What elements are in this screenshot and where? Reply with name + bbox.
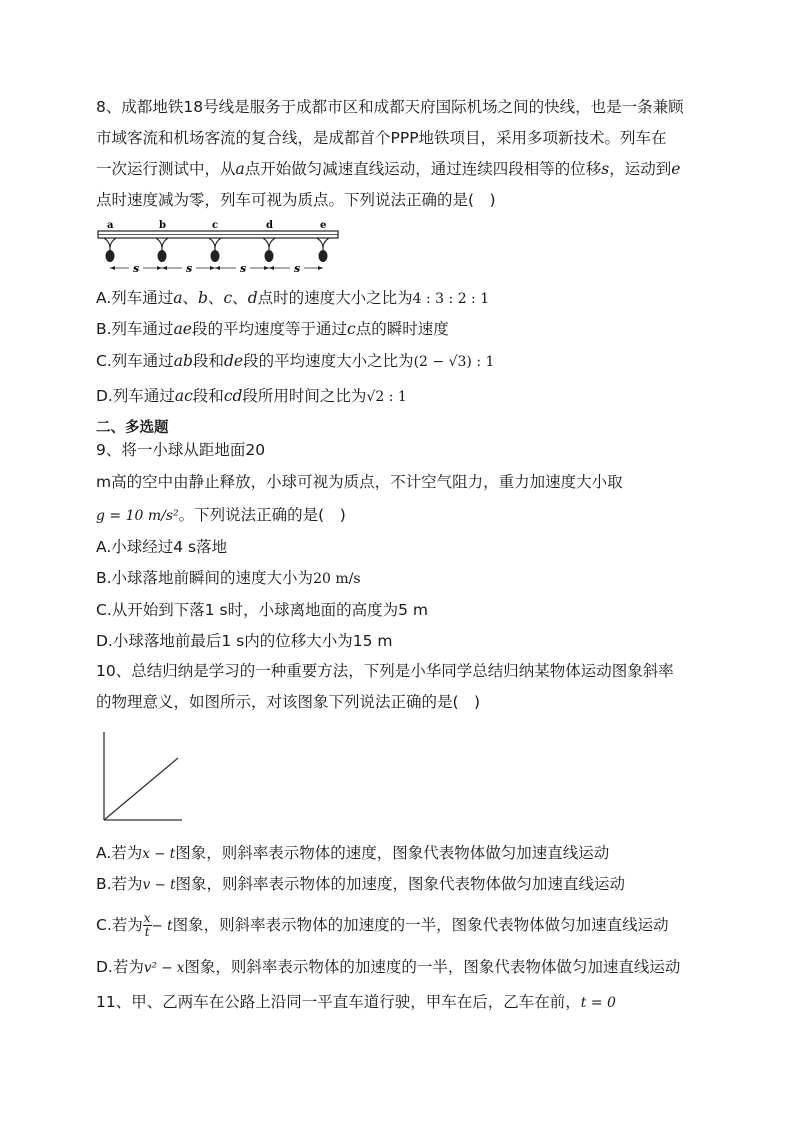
q9-line-3: g = 10 m/s²。下列说法正确的是( ) (96, 506, 346, 524)
q10-line-1: 10、总结归纳是学习的一种重要方法，下列是小华同学总结归纳某物体运动图象斜率 (96, 662, 674, 680)
q9-option-b: B.小球落地前瞬间的速度大小为20 m/s (96, 569, 361, 587)
q9-line-1: 9、将一小球从距地面20 (96, 441, 266, 459)
q8-option-a: A.列车通过a、b、c、d点时的速度大小之比为4 : 3 : 2 : 1 (96, 289, 490, 307)
q8-track-figure (96, 220, 342, 280)
q10-option-c: C.若为 $\frac{x}{t}$ − t图象，则斜率表示物体的加速度的一半，图象代表物体做匀加速直线运动 (96, 911, 669, 939)
segment-label-4: s (294, 262, 301, 275)
q8-option-d: D.列车通过ac段和cd段所用时间之比为√2 : 1 (96, 387, 407, 405)
point-label-a: a (107, 220, 114, 231)
segment-label-3: s (240, 262, 247, 275)
q8-line-4: 点时速度减为零，列车可视为质点。下列说法正确的是( ) (96, 191, 496, 209)
q10-option-d: D.若为v² − x图象，则斜率表示物体的加速度的一半，图象代表物体做匀加速直线运动 (96, 958, 681, 976)
q11-line-1: 11、甲、乙两车在公路上沿同一平直车道行驶，甲车在后，乙车在前，t = 0 (96, 993, 616, 1011)
fraction-x-over-t: $\frac{x}{t}$ (143, 911, 151, 939)
point-label-e: e (320, 220, 327, 231)
q10-option-a: A.若为x − t图象，则斜率表示物体的速度，图象代表物体做匀加速直线运动 (96, 844, 610, 862)
q9-line-2: m高的空中由静止释放，小球可视为质点，不计空气阻力，重力加速度大小取 (96, 473, 623, 491)
q10-option-b: B.若为v − t图象，则斜率表示物体的加速度，图象代表物体做匀加速直线运动 (96, 875, 626, 893)
point-label-c: c (212, 220, 219, 231)
section-heading: 二、多选题 (96, 420, 169, 436)
q8-line-3: 一次运行测试中，从a点开始做匀减速直线运动，通过连续四段相等的位移s，运动到e (96, 160, 681, 178)
q10-line-2: 的物理意义，如图所示，对该图象下列说法正确的是( ) (96, 693, 481, 711)
graph-line (104, 758, 178, 820)
q8-option-b: B.列车通过ae段的平均速度等于通过c点的瞬时速度 (96, 320, 449, 338)
point-label-d: d (266, 220, 273, 231)
q9-option-a: A.小球经过4 s落地 (96, 538, 228, 556)
segment-label-1: s (133, 262, 140, 275)
q8-line-1: 8、成都地铁18号线是服务于成都市区和成都天府国际机场之间的快线，也是一条兼顾 (96, 98, 684, 116)
q9-option-d: D.小球落地前最后1 s内的位移大小为15 m (96, 632, 393, 650)
q9-option-c: C.从开始到下落1 s时，小球离地面的高度为5 m (96, 601, 429, 619)
q10-graph (96, 728, 186, 824)
segment-label-2: s (186, 262, 193, 275)
q8-option-c: C.列车通过ab段和de段的平均速度大小之比为(2 − √3) : 1 (96, 352, 495, 370)
q8-line-2: 市域客流和机场客流的复合线，是成都首个PPP地铁项目，采用多项新技术。列车在 (96, 129, 667, 147)
point-label-b: b (159, 220, 166, 231)
